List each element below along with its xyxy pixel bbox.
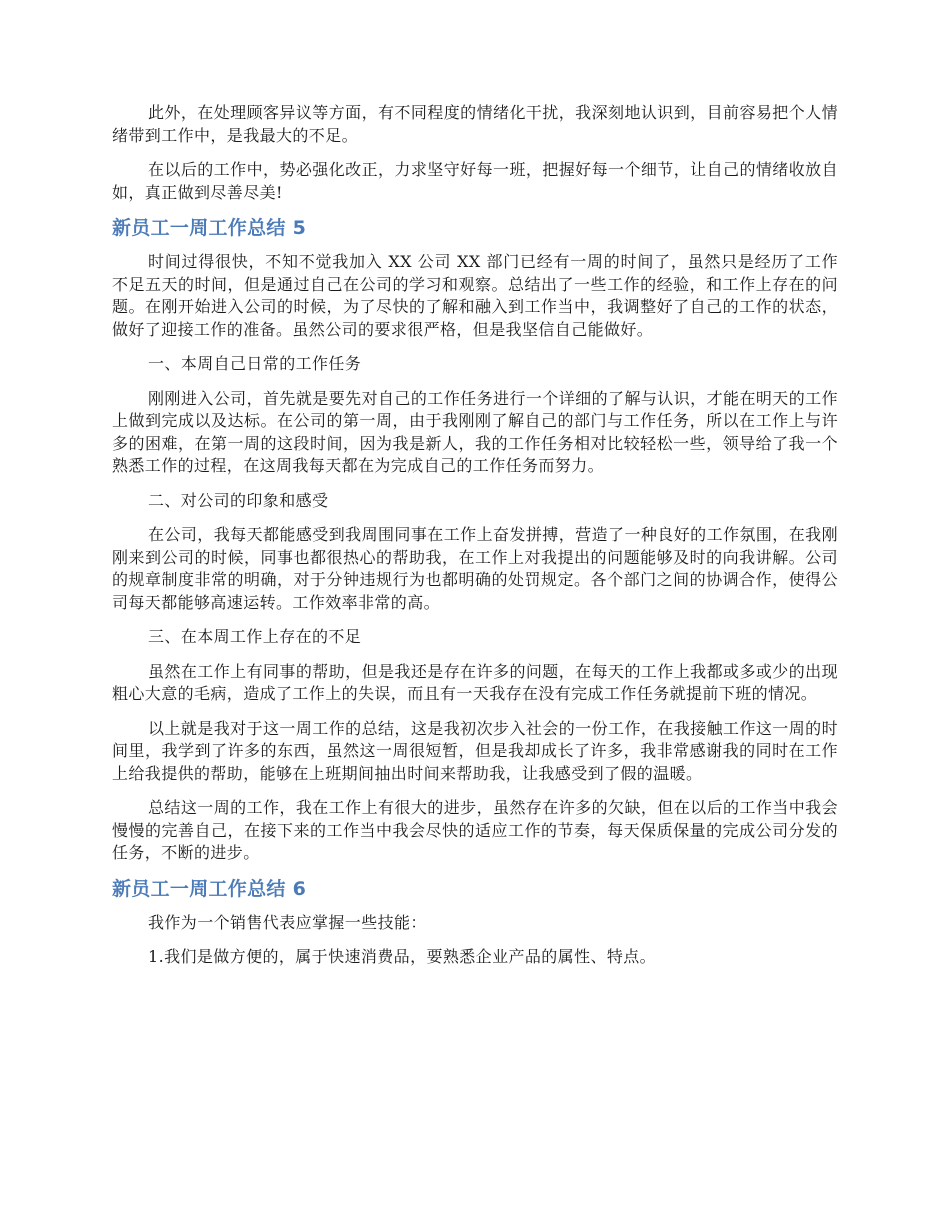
list-item: 1.我们是做方便的，属于快速消费品，要熟悉企业产品的属性、特点。 (148, 947, 657, 966)
paragraph: 总结这一周的工作，我在工作上有很大的进步，虽然存在许多的欠缺，但在以后的工作当中我会慢慢的完善自己，在接下来的工作当中我会尽快的适应工作的节奏，每天保质保量的完成公司分发的任务，不断的进步。 (112, 798, 838, 862)
paragraph: 以上就是我对于这一周工作的总结，这是我初次步入社会的一份工作，在我接触工作这一周的时间里，我学到了许多的东西，虽然这一周很短暂，但是我却成长了许多，我非常感谢我的同时在工作上给我提供的帮助，能够在上班期间抽出时间来帮助我，让我感受到了假的温暖。 (112, 718, 838, 783)
paragraph: 在公司，我每天都能感受到我周围同事在工作上奋发拼搏，营造了一种良好的工作氛围，在我刚刚来到公司的时候，同事也都很热心的帮助我，在工作上对我提出的问题能够及时的向我讲解。公司的规章制度非常的明确，对于分钟违规行为也都明确的处罚规定。各个部门之间的协调合作，使得公司每天都能够高速运转。工作效率非常的高。 (112, 525, 838, 612)
subheading: 二、对公司的印象和感受 (148, 490, 329, 510)
paragraph: 我作为一个销售代表应掌握一些技能： (148, 912, 427, 932)
paragraph: 虽然在工作上有同事的帮助，但是我还是存在许多的问题，在每天的工作上我都或多或少的出现粗心大意的毛病，造成了工作上的失误，而且有一天我存在没有完成工作任务就提前下班的情况。 (112, 661, 838, 703)
subheading: 三、在本周工作上存在的不足 (148, 627, 362, 646)
paragraph: 刚刚进入公司，首先就是要先对自己的工作任务进行一个详细的了解与认识，才能在明天的工作上做到完成以及达标。在公司的第一周，由于我刚刚了解自己的部门与工作任务，所以在工作上与许多的困难，在第一周的这段时间，因为我是新人，我的工作任务相对比较轻松一些，领导给了我一个熟悉工作的过程，在这周我每天都在为完成自己的工作任务而努力。 (112, 388, 838, 475)
paragraph: 此外，在处理顾客异议等方面，有不同程度的情绪化干扰，我深刻地认识到，目前容易把个人情绪带到工作中，是我最大的不足。 (112, 103, 838, 145)
paragraph: 时间过得很快，不知不觉我加入 XX 公司 XX 部门已经有一周的时间了，虽然只是经历了工作不足五天的时间，但是通过自己在公司的学习和观察。总结出了一些工作的经验，和工作上存在的问题。在刚开始进入公司的时候，为了尽快的了解和融入到工作当中，我调整好了自己的工作的状态，做好了迎接工作的准备。虽然公司的要求很严格，但是我坚信自己能做好。 (112, 252, 838, 339)
paragraph: 在以后的工作中，势必强化改正，力求坚守好每一班，把握好每一个细节，让自己的情绪收放自如，真正做到尽善尽美! (112, 160, 838, 202)
section-heading: 新员工一周工作总结 5 (112, 217, 307, 239)
subheading: 一、本周自己日常的工作任务 (148, 354, 362, 373)
section-heading: 新员工一周工作总结 6 (112, 877, 307, 900)
